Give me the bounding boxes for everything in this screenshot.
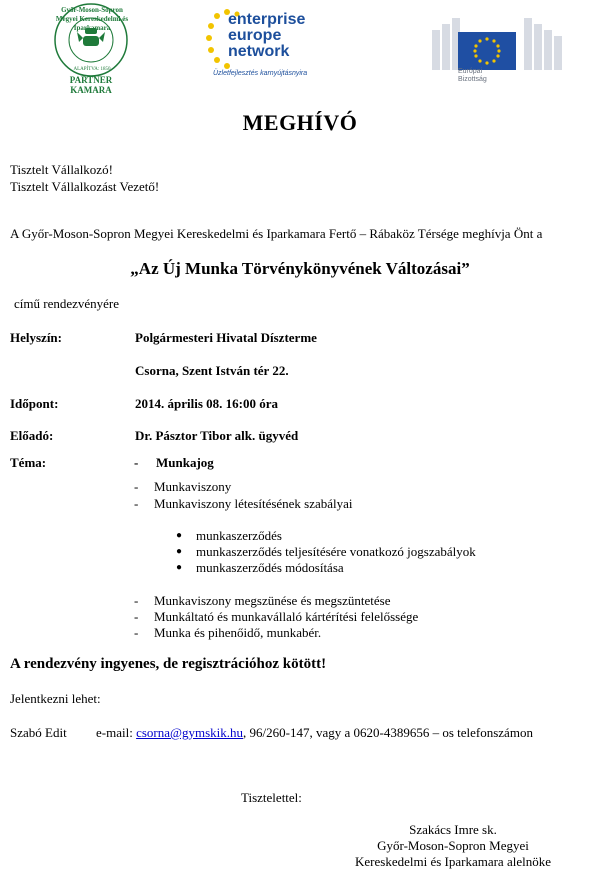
location-line-1: Polgármesteri Hivatal Díszterme <box>135 330 317 345</box>
chamber-founded: ALAPÍTVA: 1850 <box>73 67 111 72</box>
een-line1: enterprise <box>228 11 306 28</box>
signature-name: Szakács Imre sk. <box>409 822 497 837</box>
ec-caption2: Bizottság <box>458 76 487 83</box>
bullet-icon: ● <box>176 562 183 573</box>
topic-main-dash: - <box>134 455 139 470</box>
list-item: Munka és pihenőidő, munkabér. <box>154 625 322 640</box>
time-value: 2014. április 08. 16:00 óra <box>135 396 278 411</box>
list-item-dash: - <box>134 609 139 624</box>
closing: Tisztelettel: <box>241 790 302 805</box>
bullet-icon: ● <box>176 546 183 557</box>
free-notice: A rendezvény ingyenes, de regisztrációhoz kötött! <box>10 656 327 672</box>
signature-title: Kereskedelmi és Iparkamara alelnöke <box>355 854 551 869</box>
intro-text: A Győr-Moson-Sopron Megyei Kereskedelmi és Iparkamara Fertő – Rábaköz Térsége meghívja Önt a <box>10 226 543 241</box>
location-line-2: Csorna, Szent István tér 22. <box>135 363 289 378</box>
event-suffix: című rendezvényére <box>14 296 120 311</box>
speaker-label: Előadó: <box>10 428 54 443</box>
email-link[interactable]: csorna@gymskik.hu <box>136 725 244 740</box>
signature-org: Győr-Moson-Sopron Megyei <box>377 838 529 853</box>
contact-name: Szabó Edit <box>10 725 67 740</box>
topic-label: Téma: <box>10 455 47 470</box>
logo-header <box>0 0 600 100</box>
list-item: Munkaviszony <box>154 479 232 494</box>
ec-caption1: Európai <box>458 68 483 75</box>
list-item-dash: - <box>134 496 139 511</box>
een-line3: network <box>228 43 290 60</box>
speaker-value: Dr. Pásztor Tibor alk. ügyvéd <box>135 428 299 443</box>
list-item: munkaszerződés módosítása <box>196 560 344 575</box>
chamber-caption: PARTNER KAMARA <box>69 75 113 95</box>
list-item: Munkaviszony megszünése és megszüntetése <box>154 593 391 608</box>
contact-line <box>96 725 533 741</box>
email-label: e-mail: <box>96 725 133 740</box>
page-title: MEGHÍVÓ <box>242 110 358 135</box>
event-title: „Az Új Munka Törvénykönyvének Változásai” <box>130 259 470 278</box>
contact-rest: , 96/260-147, vagy a 0620-4389656 – os telefonszámon <box>243 725 533 740</box>
european-commission-logo <box>428 10 570 88</box>
list-item-dash: - <box>134 593 139 608</box>
list-item: Munkaviszony létesítésének szabályai <box>154 496 353 511</box>
location-label: Helyszín: <box>10 330 62 345</box>
een-line2: europe <box>228 27 282 44</box>
list-item: munkaszerződés <box>196 528 282 543</box>
chamber-ring-text: Győr-Moson-Sopron Megyei Kereskedelmi és Iparkamara <box>55 6 129 32</box>
list-item: Munkáltató és munkavállaló kártérítési felelőssége <box>154 609 419 624</box>
bullet-icon: ● <box>176 530 183 541</box>
een-tagline: Üzletfejlesztés karnyújtásnyira <box>213 70 308 77</box>
greeting-line-1: Tisztelt Vállalkozó! <box>10 162 113 177</box>
topic-main: Munkajog <box>156 455 214 470</box>
signature-block <box>340 822 566 870</box>
register-label: Jelentkezni lehet: <box>10 691 101 706</box>
list-item-dash: - <box>134 625 139 640</box>
greeting-line-2: Tisztelt Vállalkozást Vezető! <box>10 179 160 194</box>
time-label: Időpont: <box>10 396 59 411</box>
list-item-dash: - <box>134 479 139 494</box>
list-item: munkaszerződés teljesítésére vonatkozó jogszabályok <box>196 544 476 559</box>
